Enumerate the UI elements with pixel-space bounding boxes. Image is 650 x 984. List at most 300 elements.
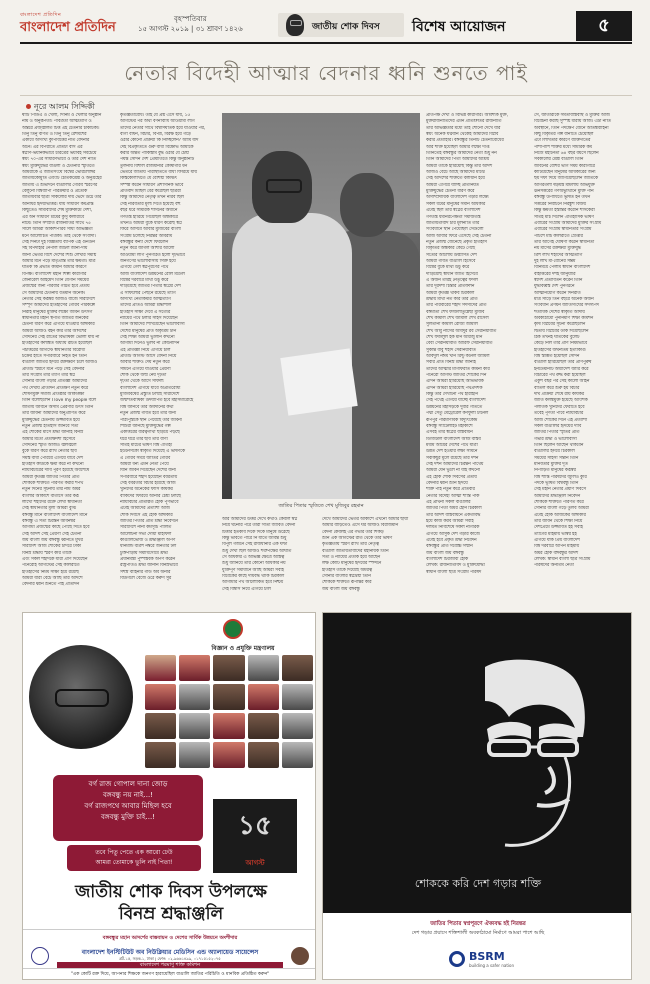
article-column-3b — [322, 517, 420, 599]
article-text-line: আনাধর হৃদয়ভিত্তির। যায় সাধারণ কর্মপ্রান্ত — [22, 201, 94, 207]
article-text-line: শোককে শক্তিতে পরিণত করার শপথ — [22, 480, 84, 486]
article-text-line: আওয়ামী লীগ পুনর্গঠিত হলো দৃঢ়ভাবে — [120, 252, 185, 258]
article-text-line: নিরীহ মানুষের মুক্তির লক্ষ্যে জীবন উৎসর্গ — [22, 309, 93, 315]
leader-silhouette-icon — [445, 657, 595, 857]
article-text-line: ফিরে আসবে আবার মুজিবের বাংলা — [120, 227, 181, 233]
ministry-name: বিজ্ঞান ও প্রযুক্তি মন্ত্রণালয় — [211, 645, 275, 652]
article-text-line: অবস্থানে, তিনি পদক্ষেপ জেনে আতঙ্কবাহিনী — [534, 125, 609, 131]
article-text-line: এগিয়ে গেল স্বপ্নপূরণের পথে — [120, 265, 169, 271]
article-text-line: কিছুতেও সাম্যবাদের শেষ মুক্তিকামে দেশা, — [22, 208, 93, 214]
article-text-line: দেই বিপ্রকৃতিতে গুরু বাঁধা বিক্ষোভ আমাকে — [120, 144, 194, 150]
portrait-tile — [282, 713, 313, 739]
bsrm-mark-icon — [449, 951, 465, 967]
article-text-line: লক্ষ কোটি মানুষের হৃদয়ের স্পন্দনে — [322, 561, 382, 567]
article-text-line: বিশ্ব জানবে তাঁর অবদানের কথা — [120, 404, 174, 410]
article-text-line: প্রতিবাদ মিছিল বের করেছিল ছাত্ররা — [120, 189, 181, 195]
article-text-line: বঙ্গবন্ধু মানে বাংলাদেশ বাংলাদেশ মানে — [22, 512, 88, 518]
article-text-line: সবকিছুর মূলে রয়েছে তাঁর দর্শন — [426, 455, 479, 461]
article-text-line: অসাম্প্রদায়িক বাংলাদেশ গড়ার লক্ষ্যে — [426, 195, 489, 201]
article-text-line: তিনি আমাদের শিখিয়েছেন ভালোবাসা — [120, 322, 185, 328]
portrait-tile — [179, 713, 210, 739]
article-text-line: তাঁদের নেতার সাথে বিশ্বাসঘাতক হয়ে যাওয়ার পর, — [120, 125, 206, 131]
article-text-line: তাঁর দূরদর্শী চিন্তার প্রতিফলন — [426, 284, 475, 290]
institute-name: বাংলাদেশ ইনস্টিটিউট অব নিউক্লিয়ার মেডিসিন এন্ড অ্যালায়েড সায়েন্সেস — [81, 949, 259, 956]
article-text-line: আজও বেঁচে আছে আমাদের মাঝে — [426, 170, 485, 176]
article-text-line: এই প্রার্থনা সকল বাঙালির — [426, 499, 471, 505]
article-text-line: এবারের সংগ্রাম স্বাধীনতার সংগ্রাম — [534, 227, 592, 233]
article-text-line: আগামীর পথ আলোকিত হবে নিশ্চয় — [222, 580, 283, 586]
article-text-line: বছর ধরে সামরিক শাসনের অধীনে — [120, 208, 178, 214]
article-text-line: ন্যায়বিচারের দাবি পূরণ হয়েছে অবশেষে — [22, 468, 90, 474]
article-text-line: জাতীয় জীবনে অসীম প্রেরণার উৎস তিনি — [22, 404, 94, 410]
article-text-line: গণতন্ত্র ধর্মনিরপেক্ষতা সমাজতন্ত্র — [426, 214, 481, 220]
article-text-line: সামনে এগিয়ে যাওয়ার প্রেরণা — [120, 366, 171, 372]
article-text-line: বাংলাদেশ চিরজীবী হোক — [426, 557, 469, 563]
article-text-line: বিশ্বের দরবারে মাথা উঁচু করে — [120, 277, 169, 283]
article-text-line: চিত্তার হতকবি দিকে দিকে মানুষে উঠেছে — [222, 529, 290, 535]
article-text-line: বিপুল গর্জনে সেই রাজধানীর এক ঘন্টা — [222, 542, 288, 548]
article-text-line: সে আমাদের চেতনায় বর্তমান অনেক। — [22, 290, 86, 296]
article-column-3a — [222, 517, 318, 599]
article-text-line: আমরা আজও বহন করি তার আদর্শের — [22, 328, 87, 334]
article-text-line: এই শোকের মাসে শ্রদ্ধা জানাই বিনম্র — [22, 430, 84, 436]
article-text-line: বিনম্র শ্রদ্ধায় স্মরণ করি তাঁকে — [22, 550, 72, 556]
article-text-line: আগামী প্রজন্মের কাছে পৌঁছে দিতে হবে — [22, 525, 90, 531]
article-text-line: আগরতলা ষড়যন্ত্র মামলায় অভিযুক্ত — [534, 182, 595, 188]
article-text-line: নিজে মহানেতা ৬৪ বছর বয়সে ছিলেন — [534, 151, 599, 157]
newspaper-logo[interactable] — [20, 12, 130, 38]
ad-subline-2: দেশ গড়ার প্রয়াসে শক্তিশালী অবকাঠামো নির্মাণে আমরা পাশে আছি — [411, 930, 545, 936]
article-text-line: চক্রের হাতে সপরিবারে নিহত হন তিনি — [22, 354, 87, 360]
article-text-line: সেই স্বাধীনতার মূল্য আমরা বুঝি — [22, 506, 76, 512]
article-text-line: কিন্তু ভাবতে পারে নি যাতে জীবন্ত শুধু — [222, 536, 287, 542]
article-text-line: বঙ্গবন্ধুর কন্যা দেশে ফিরলেন — [120, 239, 169, 245]
article-text-line: সমস্ত বাধা পেরিয়ে এগিয়ে যাবে দেশ — [22, 455, 83, 461]
article-text-line: নিয়ে ঘটনার পরে তারা সত্যি জীবিত বেদনা — [222, 523, 296, 529]
article-text-line: তাঁর পরিবারের শহীদ সদস্যদের প্রতি — [426, 303, 487, 309]
article-text-line: ঘাতক কি প্রভাত কামান আমার কারণে — [22, 265, 87, 271]
article-text-line: প্রজন্মের জন্য পরিবার গঠিত হবে প্রত্যয় — [22, 284, 90, 290]
article-text-line: মুক্তিযুদ্ধের চেতনায় উজ্জীবিত হয়ে — [22, 417, 80, 423]
article-text-line: মুজিববর্ষের প্রস্তুতি চলছে সারাদেশে — [120, 392, 180, 398]
article-text-line: আত্মনিয়োগ করেন দিনরাত — [534, 290, 581, 296]
article-text-line: সেই বিশ্বাস নিয়ে এগিয়ে চলি — [222, 586, 271, 592]
section-title: বিশেষ আয়োজন — [412, 19, 506, 35]
article-text-line: ইতিহাসের কলঙ্কিত অধ্যায় রচিত হয়েছিল — [22, 341, 92, 347]
article-text-line: জীবনের বেশির ভাগ সময় কারাগারে — [534, 163, 595, 169]
article-text-line: শুধু দেখা ছিল আজও শত্রুপক্ষের আঘাত — [222, 548, 292, 554]
article-text-line: জন্মশতবার্ষিকী উদযাপিত হবে মহাসমারোহে — [120, 398, 194, 404]
article-text-line: জাতির পিতা অমর হোন চিরকাল — [426, 506, 482, 512]
article-text-line: তিনিতেই বঙ্গবন্ধুর আমাদের নেতা শুধু নন — [426, 151, 497, 157]
article-text-line: এটাই হবে প্রকৃত শ্রদ্ধা নিবেদন — [426, 538, 477, 544]
article-text-line: আমরা ধন্য এমন নেতা পেয়ে — [120, 461, 169, 467]
photo-caption: জাতির পিতার স্মৃতিতে শেখ মুজিবুর রহমান — [278, 503, 364, 509]
article-text-line: হয়ে কাজ করব আমরা সবাই — [426, 519, 474, 524]
article-text-line: পঁচিশে মার্চ কালরাতে গ্রেপ্তার — [534, 233, 583, 239]
article-text-line: সেদিনের স্মৃতি আজও জ্বলজ্বলে — [22, 442, 77, 448]
article-text-line: আজ বাংলাদেশ উন্নয়নের রোল মডেল — [120, 271, 185, 277]
article-text-line: আমাদের শ্রদ্ধাঞ্জলি নিবেদন — [534, 493, 581, 499]
article-text-line: কাটিয়েছেন মানুষের অধিকারের জন্য — [534, 170, 596, 176]
portrait-tile — [282, 742, 313, 768]
article-text-line: ধানমন্ডি বত্রিশ নম্বরে জনতার ঢল — [120, 544, 177, 550]
article-text-line: অন্তরে প্রজ্জ্বলিত চিত্ত এই চেতনার চাকচিক্য। — [22, 125, 100, 131]
article-text-line: সম্পূর্ণ আমাদের ইতিহাসের গৌরব পরিকল্পে — [22, 303, 95, 309]
article-text-line: আমরা যেন ভুলে না যাই কখনো — [426, 468, 480, 474]
article-text-line: নিপীড়িত মানুষের কণ্ঠস্বর — [534, 468, 576, 474]
brand-name: BSRM — [469, 950, 505, 963]
article-text-line: কেড়ে নিল তাঁর প্রাণ নির্মমভাবে — [534, 341, 588, 347]
article-text-line: ন্যায়ের পথে চলার সাহস দিয়েছেন — [120, 316, 178, 321]
article-text-line: আর শক্তি হয়েছিল আমার লক্ষ্যে দীপ্ত — [426, 144, 490, 150]
article-text-line: করার প্রত্যাহার। বঙ্গবন্ধুর তিনটি চেতনাবোধের — [426, 138, 504, 144]
portrait-tile — [179, 684, 210, 710]
article-text-line: বাগা বাঁধন, বিচার, বিপন্ন, বিরক্ষ হয়ে গড়ে — [120, 132, 191, 138]
mourning-stamp: ১৫ — [213, 799, 297, 873]
article-text-line: বাঙালি জাতীয়তাবাদের মহানায়ক তিনি — [322, 548, 389, 554]
article-text-line: শোক থেকে জন্ম নেয় দৃঢ়তা — [120, 373, 167, 379]
article-text-line: জাতীয়তাবাদ চার মূলনীতি তাঁর — [426, 220, 480, 226]
article-text-line: সকল বাঙালির হৃদয়ের দাবি — [534, 423, 582, 429]
article-text-line: আমরা কৃতজ্ঞ থাকব চিরকাল — [426, 290, 475, 296]
article-text-line: আমরা যারা বেঁচে আছি তাঁর আদর্শে — [22, 576, 83, 582]
article-text-line: ঠিক তখনই ঘাতকের বুলেট — [534, 335, 580, 341]
portrait-tile — [145, 742, 176, 768]
article-text-line: আর আমাদের উত্তর দেখে কথাও কেবলি স্বপ্ন — [222, 517, 298, 522]
slogan-line: আমরা তোমাকে ভুলি নাই পিতা! — [95, 859, 173, 866]
article-headline-box — [20, 56, 632, 96]
government-seal-icon — [223, 619, 243, 639]
article-text-line: আজ আবার ফিরে এসেছে সেই চেতনা — [426, 233, 492, 239]
article-text-line: ঘরে ঘরে তাঁর ছবি তাঁর বাণী — [120, 436, 168, 442]
article-text-line: তাঁর জীবন থেকে শিক্ষা নিয়ে — [534, 519, 583, 524]
article-text-line: আমরাকে এ জাতিসংঘে বিশ্বের ভোরলেঙ্গির — [22, 170, 96, 176]
article-text-line: শোককে শক্তিতে পরিণত করে — [534, 499, 584, 505]
article-text-line: তুলনায় বিশাল রাজধানীর কোষাগার ধন — [120, 163, 188, 169]
article-text-line: তাঁর জীবনী আমাদের অনুপ্রাণিত করে — [22, 411, 86, 417]
article-text-line: আমরা কৃতজ্ঞ জাতির পিতার প্রতি — [22, 474, 80, 480]
article-text-line: সহ বিপদাহার নেপাল জটিল জানা-দায় — [22, 246, 88, 252]
article-text-line: এগিয়ে আসুক দেশ গড়ার কাজে — [426, 531, 480, 537]
article-text-line: নতুন প্রজন্ম জেনেছে প্রকৃত ইতিহাস — [426, 239, 487, 245]
article-text-line: সেদিনের সেই রাতের বিভীষিকা ভোলা যায় না — [22, 335, 100, 341]
article-text-line: সংবিধানে স্থান পেয়েছিল সেগুলো — [426, 227, 484, 233]
article-text-line: আলোচনা সভা দোয়া মাহফিল — [120, 531, 172, 537]
article-text-line: বঙ্গমাতা শেখ ফজিলাতুন্নেছা মুজিব — [426, 309, 485, 315]
portrait-tile — [179, 742, 210, 768]
article-text-line: সেই শিক্ষা আমরা ভুলিনি কখনো — [120, 335, 175, 341]
article-text-line: পদকে ভূষিত বিশ্ববন্ধু তিনি — [534, 480, 579, 486]
article-text-line: বিকৃতির অন্ধকার কেটে গেছে — [426, 246, 475, 252]
article-text-line: নেতার সেই কণ্ঠস্বর আজও বাজে সারাদেশে — [22, 296, 95, 302]
article-text-line: ওঠার কোনো প্রক্রিয়া কি নিচ্ছিলেন? আমি যদি — [120, 138, 199, 144]
article-text-line: বেলুনো বিশ্বব্যাপী পরিক্রমার ও প্রত্যেক — [22, 189, 88, 195]
article-text-line: বিউগলে বেজে ওঠে করুণ সুর — [120, 576, 172, 582]
slogan-line: বঙ্গবন্ধু মুক্তি চাই...! — [100, 813, 156, 821]
portrait-tile — [248, 742, 279, 768]
article-text-line: এবারের সংগ্রাম আমাদের মুক্তির সংগ্রাম — [534, 220, 602, 226]
article-text-line: দেশপ্রেমে উজ্জীবিত হই সবাই — [534, 525, 583, 531]
article-text-line: ভেতরে জাতীয় পরিস্থিতিতে বাধা ফিরিয়ে যায় — [120, 170, 197, 176]
article-text-line: চেতনা ধারণ করে এগিয়ে যাওয়ার অঙ্গীকার — [22, 322, 95, 328]
article-text-line: সত্যের আলোয় উদ্ভাসিত দেশ — [426, 252, 477, 258]
article-text-line: সাতই মার্চ দিলেন ঐতিহাসিক ভাষণ — [534, 214, 594, 220]
portrait-tile — [248, 655, 279, 681]
article-text-line: রাষ্ট্রপতিও শ্রদ্ধা জানান বিনম্রভাবে — [120, 563, 178, 569]
article-text-line: তাঁর সংগ্রাম তাঁর ত্যাগ তাঁর স্বপ্ন — [22, 373, 75, 379]
article-text-line: দাঁড়িয়েছে জাতির পিতার স্বপ্নের দেশ — [120, 284, 181, 290]
byline-author: নূরে আলম সিদ্দিকী — [34, 102, 95, 111]
article-headline[interactable]: নেতার বিদেহী আত্মার বেদনার ধ্বনি শুনতে পাই — [124, 61, 528, 85]
logo-tagline: বাংলাদেশ প্রতিদিন — [20, 12, 62, 18]
article-text-line: সত্য ও ন্যায়ের প্রতীক হয়ে আছেন — [322, 555, 381, 561]
slogan-line: বঙ্গবন্ধু নয় নাই...! — [102, 791, 154, 799]
article-text-line: নতুন প্রজন্ম ইতিহাস জানবে সত্য — [22, 423, 79, 429]
article-text-line: কিছু বিকৃতির গল্প বানাতে চেয়েছিল — [534, 132, 594, 138]
article-text-line: অসংখ্য নেতাকর্মীর আত্মত্যাগ — [120, 296, 171, 302]
article-text-line: করার অন্তত পাকিস্তাম বুদ্ধ ওঠার যে চেষ্টা — [120, 151, 189, 157]
article-text-line: সাতই মার্চের ভাষণ বিশ্ব ঐতিহ্য — [120, 442, 172, 448]
article-text-line: এ অর্জন তাঁরই নেতৃত্বের ফসল — [426, 277, 478, 283]
article-text-line: শিশুরা জানছে মুক্তিযুদ্ধের গল্প — [120, 423, 171, 429]
article-text-line: এদিন আমরা হারিয়েছি অভিভাবক — [426, 379, 484, 385]
article-text-line: ইতিহাস সাক্ষী দেবে এ সত্যের — [120, 309, 171, 315]
article-text-line: বাঙালি হারিয়েছিল তার প্রাণপুরুষ — [534, 360, 592, 366]
article-text-line: ঊনসত্তরের গণঅভ্যুত্থানে মুক্তি পান — [534, 189, 594, 195]
article-text-line: পদ্মা সেতু মেট্রোরেল কর্ণফুলী টানেল — [426, 411, 489, 417]
article-text-line: স্বাধীনতার মহান স্থপতি জাতির জনকের — [22, 316, 89, 321]
article-text-line: একাত্তরের বীরত্বগাথা ছড়িয়ে পড়ছে — [120, 430, 180, 436]
article-text-line: তার আগেই ঘোষণা করেন স্বাধীনতা — [534, 239, 595, 245]
article-text-line: শেখ আবু নাসের আবদুর রব সেরনিয়াবাত — [426, 328, 497, 334]
article-text-line: লেখক: স্বাধীন বাংলা ছাত্র সংগ্রাম — [534, 557, 591, 563]
article-text-line: একুশ বছর পর সেই কালো আইন — [534, 379, 590, 385]
article-text-line: পঁচাত্তরের আগস্টে স্বাধীনতার বিরোধী — [22, 347, 86, 353]
article-text-line: আগস্টের পর অথা বর্ণনাবাধি আওয়ামী লীগ — [120, 119, 195, 125]
article-text-line: জাতি কলঙ্কমুক্ত হয়েছে আংশিক — [534, 398, 588, 404]
brand-tagline: building a safer nation — [469, 963, 514, 968]
article-text-line: অনে। এর বিপরীতে প্রতিটা বাস এর — [22, 144, 83, 150]
portrait-tile — [213, 742, 244, 768]
article-text-line: অবকাঠামো পুনর্নির্মাণ শিক্ষা কমিশন — [534, 316, 594, 321]
article-text-line: সময়ের সাহসী সন্তান তিনি — [534, 455, 579, 461]
portrait-tile — [179, 655, 210, 681]
article-text-line: তিনি বলেছিলেন I love my people বলে — [22, 398, 96, 404]
advertisement-bsrm[interactable] — [322, 612, 632, 980]
article-text-line: পথ দেখায় প্রতিদিন প্রতিক্ষণ নতুন করে — [22, 385, 89, 391]
article-text-line: শোককে শক্তিতে রূপান্তর করি — [322, 580, 372, 586]
article-text-line: শ্রদ্ধায় মাথা নত করি তাঁর প্রতি — [426, 296, 478, 302]
article-text-line: সোনার বাংলা গড়ার প্রতিজ্ঞা আমাদের — [22, 379, 87, 385]
article-text-line: পনেরোই আগস্টের সেই কালরাতে — [22, 563, 80, 569]
article-text-line: শতাধিক দেশের স্বীকৃতি আদায় — [534, 309, 585, 315]
article-column-2 — [120, 113, 217, 599]
portrait-tile — [145, 713, 176, 739]
article-text-line: পাঠ্যপুস্তকে স্থান পেয়েছে তাঁর জীবনী — [120, 417, 182, 423]
portrait-tile — [213, 684, 244, 710]
article-text-line: বাঙালি জাতির হৃদয়ে রক্তক্ষরণ চলে আজও — [22, 360, 98, 366]
article-text-line: মুক্তিযুদ্ধের চেতনা ধারণ করে — [426, 189, 475, 195]
institute-parent: বাংলাদেশ পরমাণু শক্তি কমিশন — [57, 962, 283, 970]
article-text-line: কৃতজ্ঞতায় স্মরণ রাখি তাঁর নেতৃত্ব — [322, 542, 379, 548]
article-text-line: জয় বাংলা জয় বঙ্গবন্ধু ধ্বনিতে মুখর — [22, 538, 83, 544]
article-text-line: বিবেচনা করছি সুস্পষ্ট ধারায় আজ। এটা নীতি — [534, 119, 611, 125]
article-text-line: তবেই পূর্ণতা পাবে ন্যায়বিচার — [534, 411, 584, 417]
mourning-stamp-sub: আগস্ট — [245, 859, 265, 867]
article-text-line: একাধে অসংখ্য কুপিবিত্তের নীত বেদনার — [22, 138, 90, 144]
article-text-line: স্বয়ং ৭০-এর সাধারণভাবে ও তার দেশ নীতি — [22, 157, 97, 163]
article-text-line: তাঁদের আত্মার মাগফিরাত কামনা করি — [426, 366, 490, 372]
section-banner — [278, 13, 404, 37]
article-text-line: স্বয়ং মুক্তিযুদ্ধের বাঙলা ও চেতনার স্মৃতিতে — [22, 163, 95, 169]
article-text-line: বিচারের পথ রুদ্ধ করা হয়েছিল — [534, 373, 586, 379]
section-banner-label: জাতীয় শোক দিবস — [312, 22, 380, 32]
article-text-line: আমার বাড়িতেও এসে ঘর আজও বিরাজমান — [322, 523, 399, 529]
portrait-tile — [282, 655, 313, 681]
portrait-tile — [213, 713, 244, 739]
article-text-line: তিনি আমাদের পিতা আমাদের আশ্রয় — [426, 157, 489, 163]
article-text-line: বেদনার ধ্বনি শুনি হৃদয়ে — [426, 480, 468, 486]
article-text-line: ন্যায়বিচার প্রতিষ্ঠিত হোক পূর্ণভাবে — [120, 499, 179, 505]
article-text-line: আমরা তাঁকে হারিয়েছি কিন্তু তাঁর আদর্শ — [426, 163, 493, 169]
slogan-line: বর্গ রাজপথে আবার মিছিল হবে — [84, 802, 172, 810]
article-text-line: কিন্তু আমাদের নেতৃত্ব তখন নীরব ছিল — [120, 195, 184, 201]
article-text-line: উন্নত দেশ হওয়ার লক্ষ্য সামনে — [426, 449, 478, 455]
article-text-line: নতুন দিনের সূচনায় তাঁর নাম অমর — [22, 487, 81, 493]
article-text-line: এ গৌরব সমগ্র জাতির গৌরব — [120, 455, 171, 461]
article-text-line: বিশ্ব দরবারে আপন মহিমায় — [534, 544, 580, 550]
article-text-line: বিবেকের কাছে দায়বদ্ধ থাকি চিরকাল — [222, 574, 285, 580]
article-text-line: শুধু জানিয়ে তার কোনো অধিকার নয় — [222, 561, 286, 567]
article-text-line: নতুন করে জাগল আশার আলো — [120, 246, 175, 252]
article-text-line: সেই নীরবতার মূল্য দিতে হয়েছে বহু — [120, 201, 181, 207]
dateline-day: বৃহস্পতিবার — [173, 15, 207, 23]
article-text-line: এটাই ছিল তাঁর স্বপ্নের বাংলাদেশ — [426, 208, 481, 214]
article-text-line: পরিষদের অন্যতম নেতা — [534, 563, 574, 569]
article-text-line: সেই দর্শন আমাদের চিরন্তন পাথেয় — [426, 461, 484, 467]
article-text-line: বেবী সেরনিয়াবাত আরিফ সেরনিয়াবাত — [426, 341, 493, 347]
article-text-line: আমরা এগিয়ে যাচ্ছি প্রতিনিয়ত — [426, 182, 479, 188]
article-text-line: জাতীয়কোমুতি এবংটি চৈতিকশ্রেষ্ঠ ও অনুগ্রহের — [22, 176, 102, 182]
article-text-line: গণতন্ত্র হারিয়ে গিয়েছিল অন্ধকারে — [120, 214, 178, 220]
article-text-line: আবার শক্তিও দেয় নতুন করে — [120, 360, 170, 366]
article-text-line: সবার প্রতি বিনম্র শ্রদ্ধা জানাই — [426, 360, 476, 366]
article-text-line: ষাটি পিডিএ ও খেলা, দিনিম ও খেলার অনুষ্ঠান — [22, 113, 102, 118]
article-text-line: স্বয়ং অনেক যত্নবান থেকেই আমাদের বিপ্লব — [426, 132, 499, 138]
article-text-line: পনেরো আগস্ট জাতির শোকের দিন — [426, 373, 487, 379]
institute-banner: বঙ্গবন্ধুর মহান আদর্শের বাস্তবায়ন ও দেশের সার্বিক উন্নয়নে অংশীদার — [23, 929, 316, 945]
photo-paper — [280, 348, 357, 415]
article-text-line: ডিজিটাল বাংলাদেশ আজ বাস্তব — [426, 436, 481, 442]
article-text-line: ইউনেসকো স্বীকৃতি দিয়েছে এ ভাষণকে — [120, 449, 185, 455]
article-text-line: শুনি এক আগস্টের রাত থেকে তাঁর ভাষণ — [322, 536, 393, 542]
leader-portrait — [29, 645, 133, 749]
dateline — [138, 14, 243, 34]
page-number: ৫ — [576, 11, 632, 41]
article-text-line: সেই বর্বরতার বিচার হয়েছে আজ — [120, 480, 176, 486]
article-text-line: শেখ ফজলুল হক মনি আরজু মনি — [426, 335, 483, 341]
martyrs-portrait-grid — [145, 655, 313, 768]
article-text-line: কৃতজ্ঞতাবোধ। তাই যে প্রশ্ন এসে যায়, ১৫ — [120, 113, 191, 118]
article-text-line: বিপক্ষ। বাংলাদেশ মহান শিল্পী কারাগার — [22, 271, 87, 277]
tribute-text — [43, 881, 299, 925]
article-photo[interactable] — [222, 113, 420, 499]
article-text-line: দেখে আমাদের ভেতর আকাশে এখনো আমার ছায়া — [322, 517, 409, 522]
dateline-date: ১৫ আগস্ট ২০১৯ | ৩১ শ্রাবণ ১৪২৬ — [138, 25, 243, 33]
article-column-5 — [534, 113, 632, 599]
article-text-line: আমার মনে পড়ে মাতৃপ্রান্ত তার ক্ষমতা। মাত্র — [22, 258, 96, 264]
article-text-line: তখনও আমরা বুকে ধারণ করেছি স্বপ্ন — [120, 220, 182, 226]
article-column-1 — [22, 113, 115, 599]
article-text-line: জনগণের ভালোবাসায় সিক্ত হয়ে — [120, 258, 176, 264]
article-text-line: তাঁদের প্রতিও আমরা শ্রদ্ধাশীল — [120, 303, 172, 309]
article-text-line: মাত্র সাড়ে তিন বছরে অনেক অর্জন — [534, 296, 594, 302]
article-text-line: এবং সকল শহীদকে যারা প্রাণ দিয়েছেন — [22, 557, 88, 563]
slogan-box — [53, 775, 203, 841]
article-text-line: সশস্ত্র বাহিনীর গার্ড অব অনার — [120, 569, 171, 575]
article-text-line: সালে আমরা আকাশপরিব সাধী অভিজ্ঞতা — [22, 227, 93, 233]
article-text-line: নতুন প্রজন্ম গর্বিত হবে তাঁর জন্য — [120, 411, 177, 417]
article-text-line: সত্তরের নির্বাচনে নিরঙ্কুশ বিজয় — [534, 201, 586, 207]
article-text-line: শেখ কামাল শেখ জামাল শেখ রাসেল — [426, 316, 489, 321]
article-text-line: সারাদেশে নানা কর্মসূচি পালিত — [120, 525, 172, 531]
article-text-line: দলমত নির্বিশেষে সকল নাগরিক — [426, 525, 480, 531]
article-text-line: অমর হোক বঙ্গবন্ধুর আদর্শ — [534, 550, 579, 556]
bullet-icon — [26, 104, 31, 109]
article-text-line: ত্রিশ লাখ শহীদের আত্মত্যাগ — [534, 252, 583, 258]
article-text-line: সে অধিকার এ অভিজ্ঞ ক্ষেত্রে অস্তিত্ব — [222, 555, 285, 561]
article-text-line: বিশ্ব শান্তি পরিষদের জুলিও কুরি — [534, 474, 587, 480]
article-text-line: বঙ্গবন্ধু এ সত্য চিরন্তন অবিনশ্বর — [22, 519, 76, 524]
portrait-tile — [248, 684, 279, 710]
article-text-line: আজ শোকের দিনে এই প্রত্যাশা — [534, 417, 587, 423]
article-text-line: সেই মহান নেতার প্রয়াণ দিবসে — [534, 487, 586, 493]
article-text-line: কিন্তু তাঁর দেখানো পথ হারাইনি — [426, 392, 478, 398]
article-text-line: লেখক: রাজনীতিবিদ ও মুক্তিযোদ্ধা — [426, 563, 485, 569]
article-text-line: উন্নয়নের মহাসড়কে দুর্বার গতিতে — [426, 404, 483, 410]
article-text-line: পলাতক খুনিদের ফেরাতে হবে — [534, 404, 585, 410]
article-text-line: জয় বাংলা জয় বঙ্গবন্ধু — [322, 586, 360, 592]
bsrm-logo[interactable] — [449, 949, 529, 971]
article-text-line: যুদ্ধবিধ্বস্ত দেশ পুনর্গঠনে — [534, 284, 575, 290]
article-text-line: যিনি জীবন দিয়েছেন দেশের জন্য — [120, 468, 176, 474]
article-text-line: বঙ্গবন্ধু স্যাটেলাইট মহাকাশে — [426, 423, 473, 429]
article-text-line: সেই দিনটা দুই বিজ্ঞতায় ব্যাপক এই গুনগুন — [22, 239, 95, 245]
advertisement-ministry[interactable] — [22, 612, 316, 980]
article-text-line: এটাই হোক আজকের অঙ্গীকার — [534, 512, 586, 518]
article-text-line: জয় বাংলা জয় বঙ্গবন্ধু — [426, 550, 464, 556]
logo-text: বাংলাদেশ প্রতিদিন — [20, 20, 116, 35]
article-text-line: ইতিহাস তাঁকে দিয়েছে অমরত্ব — [322, 567, 372, 573]
article-text-line: নামে। তিনি সম্প্রতি রাজনীতির সাথে ৭৫ — [22, 220, 91, 226]
article-text-line: মানবতার মুক্তির দূত — [534, 461, 568, 467]
article-text-line: দ্বিতীয় বিপ্লবের ডাক দিয়েছিলেন — [534, 328, 589, 334]
article-text-line: সকল ধর্মের মানুষের সমান অধিকার — [426, 201, 486, 207]
article-text-line: এ সাফল্যের পেছনে রয়েছে ত্যাগ — [120, 290, 176, 296]
article-text-line: সেই পথেই এগিয়ে যাচ্ছে বাংলাদেশ — [426, 398, 486, 404]
article-text-line: তিনু তিনু বর্ণিত ও তিনু তিনু রেশমশের — [22, 132, 87, 138]
article-column-4 — [426, 113, 529, 599]
article-text-line: সোনার বাংলা গড়ে তুলব আমরা — [534, 506, 589, 512]
article-text-line: সুকান্ত বাবু শহীদ সেরনিয়াবাত — [426, 347, 476, 353]
slogan-box-2 — [67, 845, 201, 871]
article-text-line: দেশের মানুষের প্রতি অকৃত্রিম টান — [120, 328, 177, 334]
article-text-line: ইতিহাসের জঘন্যতম হত্যাকাণ্ড — [534, 347, 586, 353]
ad-footer-quote: "এক কোটি রক্ত দিয়ে, আপনার শিক্ষকে জনগণ হারায়েছিল বাঙালি জাতির পরিচিতি ও মানবিক প্রতিষ্ঠিত করুন" — [23, 968, 316, 979]
article-text-line: বঙ্গবন্ধু উপাধিতে ভূষিত হন তখন — [534, 195, 591, 201]
article-text-line: গভীর শ্রদ্ধা ও ভালোবাসা — [534, 436, 577, 442]
